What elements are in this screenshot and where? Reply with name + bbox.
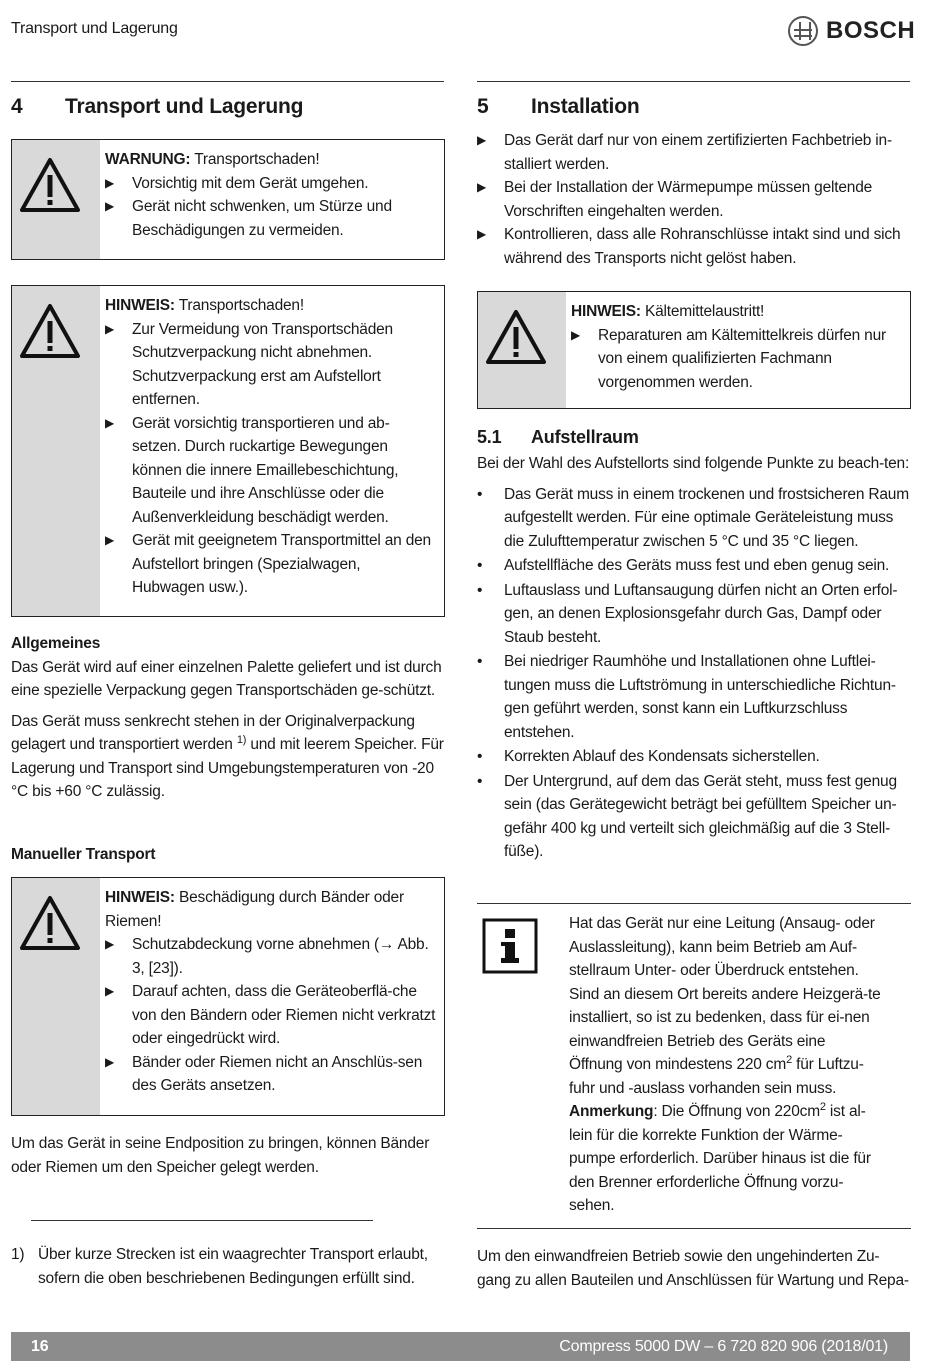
list-item: ▶ Bei der Installation der Wärmepumpe müssen geltende Vorschriften eingehalten werden. (477, 176, 910, 223)
warning-triangle-icon (18, 894, 82, 954)
list-item: ▶ Gerät mit geeignetem Transportmittel an den Aufstellort bringen (Spezialwagen, Hubwagen usw.). (105, 529, 436, 600)
list-item: ▶ Bänder oder Riemen nicht an Anschlüs-sen des Geräts ansetzen. (105, 1051, 436, 1098)
brand-logo (788, 16, 915, 46)
installation-list (477, 129, 910, 270)
endposition-paragraph: Um das Gerät in seine Endposition zu bringen, können Bänder oder Riemen um den Speicher gelegt werden. (11, 1135, 430, 1176)
list-item: • Bei niedriger Raumhöhe und Installationen ohne Luftlei-tungen muss die Luftströmung in unterschiedliche Richtun-gen geführt werden, sonst kann ein Luftkurzschluss entstehen. (477, 650, 910, 744)
warning-title: WARNUNG: Transportschaden! (105, 151, 320, 168)
hinweis-transport-box (11, 285, 445, 617)
right-header-rule (477, 81, 910, 82)
aufstellraum-list (477, 483, 910, 864)
info-paragraph: Hat das Gerät nur eine Leitung (Ansaug- oder Auslassleitung), kann beim Betrieb am Auf-stellraum Unter- oder Überdruck entstehen. Sind an diesem Ort bereits andere Heizgerä-te installiert, so ist zu bedenken, dass für ei-nen einwandfreien Betrieb des Geräts eine Öffnung von mindestens 220 $cm^2$ für Luftzu-fuhr und -auslass vorhanden sein muss. (569, 915, 881, 1097)
chapter-number: 5 (477, 95, 489, 118)
list-item: ▶ Zur Vermeidung von Transportschäden Schutzverpackung nicht abnehmen. Schutzverpackung erst am Aufstellort entfernen. (105, 318, 436, 412)
list-item: ▶ Gerät vorsichtig transportieren und ab-setzen. Durch ruckartige Bewegungen können die innere Emaillebeschichtung, Bauteile und ihre Anschlüsse oder die Außenverkleidung beschädigt werden. (105, 412, 436, 530)
list-item: • Luftauslass und Luftansaugung dürfen nicht an Orten erfol-gen, an denen Explosionsgefahr durch Gas, Dampf oder Staub besteht. (477, 579, 910, 650)
info-box (477, 903, 911, 1229)
list-item: ▶ Gerät nicht schwenken, um Stürze und Beschädigungen zu vermeiden. (105, 195, 436, 242)
chapter-number: 4 (11, 95, 23, 118)
list-item: • Korrekten Ablauf des Kondensats sicherstellen. (477, 745, 910, 769)
hinweis-riemen-box (11, 877, 445, 1116)
paragraph: Bei der Wahl des Aufstellorts sind folgende Punkte zu beach-ten: (477, 455, 910, 472)
list-item: ▶ Kontrollieren, dass alle Rohranschlüsse intakt sind und sich während des Transports nicht gelöst haben. (477, 223, 910, 270)
warning-box (11, 139, 445, 260)
list-item: ▶ Reparaturen am Kältemittelkreis dürfen nur von einem qualifizierten Fachmann vorgenommen werden. (571, 324, 902, 395)
list-item: ▶ Das Gerät darf nur von einem zertifizierten Fachbetrieb in-stalliert werden. (477, 129, 910, 176)
list-item: • Der Untergrund, auf dem das Gerät steht, muss fest genug sein (das Gerätegewicht beträgt bei gefülltem Speicher un-gefähr 400 kg und verteilt sich gleichmäßig auf die 3 Stell-füße). (477, 770, 910, 864)
paragraph: Das Gerät muss senkrecht stehen in der Originalverpackung gelagert und transportiert werden $^{1)}$ und mit leerem Speicher. Für Lagerung und Transport sind Umgebungstemperaturen von -20 °C bis +60 °C zulässig. (11, 712, 444, 800)
page-footer (11, 1332, 910, 1361)
left-header-rule (11, 81, 444, 82)
closing-paragraph: Um den einwandfreien Betrieb sowie den ungehinderten Zu-gang zu allen Bauteilen und Anschlüssen für Wartung und Repa- (477, 1248, 909, 1289)
list-item: ▶ Darauf achten, dass die Geräteoberflä-che von den Bändern oder Riemen nicht verkratzt oder eingedrückt wird. (105, 980, 436, 1051)
footnote: 1) Über kurze Strecken ist ein waagrechter Transport erlaubt, sofern die oben beschriebenen Bedingungen erfüllt sind. (11, 1246, 428, 1287)
footnote-ref[interactable]: 1) (236, 733, 247, 746)
allgemeines-section (11, 632, 445, 811)
chapter-title: Installation (531, 95, 640, 118)
list-item: • Das Gerät muss in einem trockenen und frostsicheren Raum aufgestellt werden. Für eine optimale Geräteleistung muss die Zulufttemperatur zwischen 5 °C und 35 °C liegen. (477, 483, 910, 554)
hinweis-title: HINWEIS: Beschädigung durch Bänder oder Riemen! (105, 889, 404, 930)
brand-wordmark: BOSCH (826, 17, 916, 45)
list-item: • Aufstellfläche des Geräts muss fest und eben genug sein. (477, 554, 910, 578)
footnote-rule (31, 1220, 373, 1221)
warning-triangle-icon (18, 302, 82, 362)
page-number: 16 (31, 1337, 49, 1355)
document-id: Compress 5000 DW – 6 720 820 906 (2018/01) (559, 1337, 888, 1355)
bosch-armature-icon (788, 16, 818, 46)
section-5-1-heading (477, 425, 639, 449)
chapter-5-heading (477, 93, 639, 121)
chapter-4-heading (11, 93, 303, 121)
chapter-title: Transport und Lagerung (65, 95, 304, 118)
aufstellraum-section (477, 452, 910, 865)
manuell-heading: Manueller Transport (11, 846, 156, 863)
hinweis-kaeltemittel-box (477, 291, 911, 409)
list-item: ▶ Vorsichtig mit dem Gerät umgehen. (105, 172, 436, 196)
warning-triangle-icon (484, 308, 548, 368)
running-title: Transport und Lagerung (11, 20, 178, 37)
info-note: Anmerkung: Die Öffnung von $220cm^2$ ist al-lein für die korrekte Funktion der Wärme-pumpe erforderlich. Darüber hinaus ist die für den Brenner erforderliche Öffnung vorzu-sehen. (569, 1100, 871, 1214)
warning-triangle-icon (18, 156, 82, 216)
section-number: 5.1 (477, 427, 502, 447)
allgemeines-heading: Allgemeines (11, 635, 101, 652)
hinweis-title: HINWEIS: Kältemittelaustritt! (571, 303, 765, 320)
section-title: Aufstellraum (531, 427, 639, 447)
paragraph: Das Gerät wird auf einer einzelnen Palette geliefert und ist durch eine spezielle Verpackung gegen Transportschäden ge-schützt. (11, 658, 442, 699)
info-icon (482, 918, 538, 974)
hinweis-title: HINWEIS: Transportschaden! (105, 297, 304, 314)
list-item: ▶ Schutzabdeckung vorne abnehmen (→ Abb. 3, [23]). (105, 933, 436, 980)
